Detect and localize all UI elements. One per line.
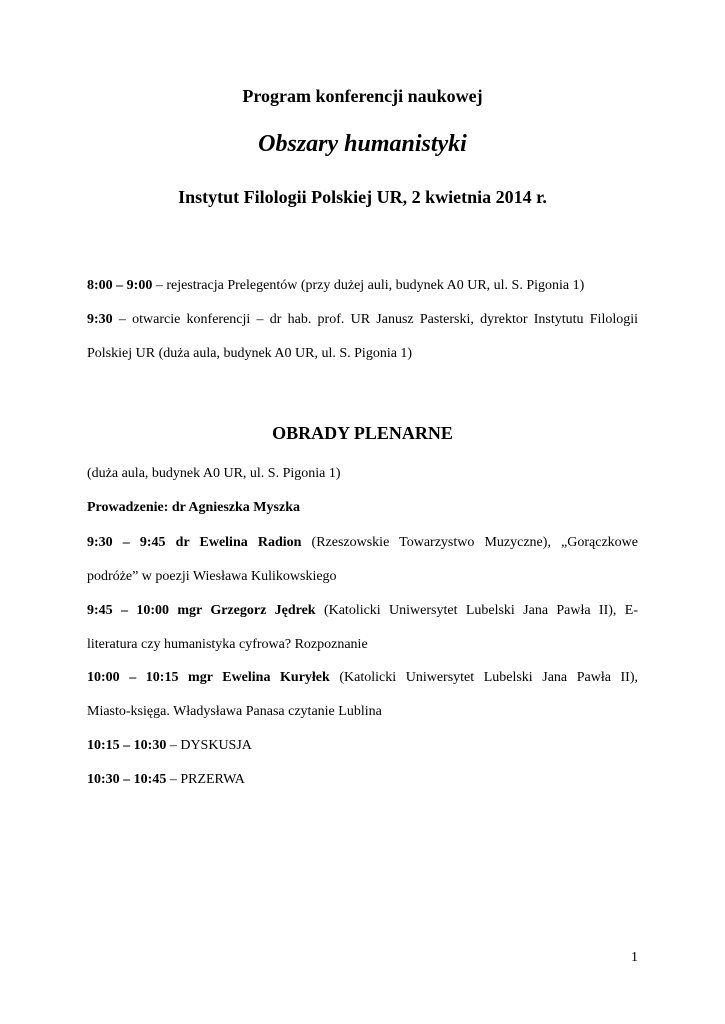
page-number: 1 — [631, 950, 638, 965]
talk-2-time-speaker: 9:45 – 10:00 mgr Grzegorz Jędrek — [87, 603, 316, 618]
document-subtitle: Program konferencji naukowej — [242, 86, 483, 106]
talk-3-text: (Katolicki Uniwersytet Lubelski Jana Pawła II), — [329, 670, 638, 685]
opening-text: – otwarcie konferencji – dr hab. prof. UR Janusz Pasterski, dyrektor Instytutu Filologii — [112, 312, 638, 327]
plenary-chair — [87, 499, 638, 517]
talk-3-time-speaker: 10:00 – 10:15 mgr Ewelina Kuryłek — [87, 670, 330, 685]
break-time: 10:30 – 10:45 — [87, 772, 167, 787]
talk-1-line-1 — [87, 534, 638, 552]
break-text: – PRZERWA — [166, 772, 245, 787]
talk-1-time-speaker: 9:30 – 9:45 dr Ewelina Radion — [87, 535, 302, 550]
registration-line — [87, 277, 638, 295]
talk-1-text: (Rzeszowskie Towarzystwo Muzyczne), „Gorączkowe — [301, 535, 638, 550]
opening-line — [87, 311, 638, 329]
plenary-heading: OBRADY PLENARNE — [272, 423, 453, 443]
talk-1-line-2: podróże” w poezji Wiesława Kulikowskiego — [87, 569, 337, 584]
talk-2-text: (Katolicki Uniwersytet Lubelski Jana Pawła II), E- — [315, 603, 638, 618]
opening-time: 9:30 — [87, 312, 113, 327]
discussion-line — [87, 737, 638, 755]
talk-2-line-2: literatura czy humanistyka cyfrowa? Rozpoznanie — [87, 637, 368, 652]
conference-title: Obszary humanistyki — [258, 131, 467, 157]
venue-date: Instytut Filologii Polskiej UR, 2 kwietnia 2014 r. — [178, 187, 547, 207]
registration-time: 8:00 – 9:00 — [87, 278, 153, 293]
opening-line-cont: Polskiej UR (duża aula, budynek A0 UR, ul. S. Pigonia 1) — [87, 346, 413, 361]
discussion-time: 10:15 – 10:30 — [87, 738, 167, 753]
plenary-location: (duża aula, budynek A0 UR, ul. S. Pigonia 1) — [87, 466, 341, 481]
talk-3-line-1 — [87, 669, 638, 687]
registration-text: – rejestracja Prelegentów (przy dużej auli, budynek A0 UR, ul. S. Pigonia 1) — [152, 278, 585, 293]
talk-2-line-1 — [87, 602, 638, 620]
break-line — [87, 771, 638, 789]
talk-3-line-2: Miasto-księga. Władysława Panasa czytanie Lublina — [87, 704, 382, 719]
discussion-text: – DYSKUSJA — [166, 738, 252, 753]
chair-text: Prowadzenie: dr Agnieszka Myszka — [87, 500, 300, 515]
